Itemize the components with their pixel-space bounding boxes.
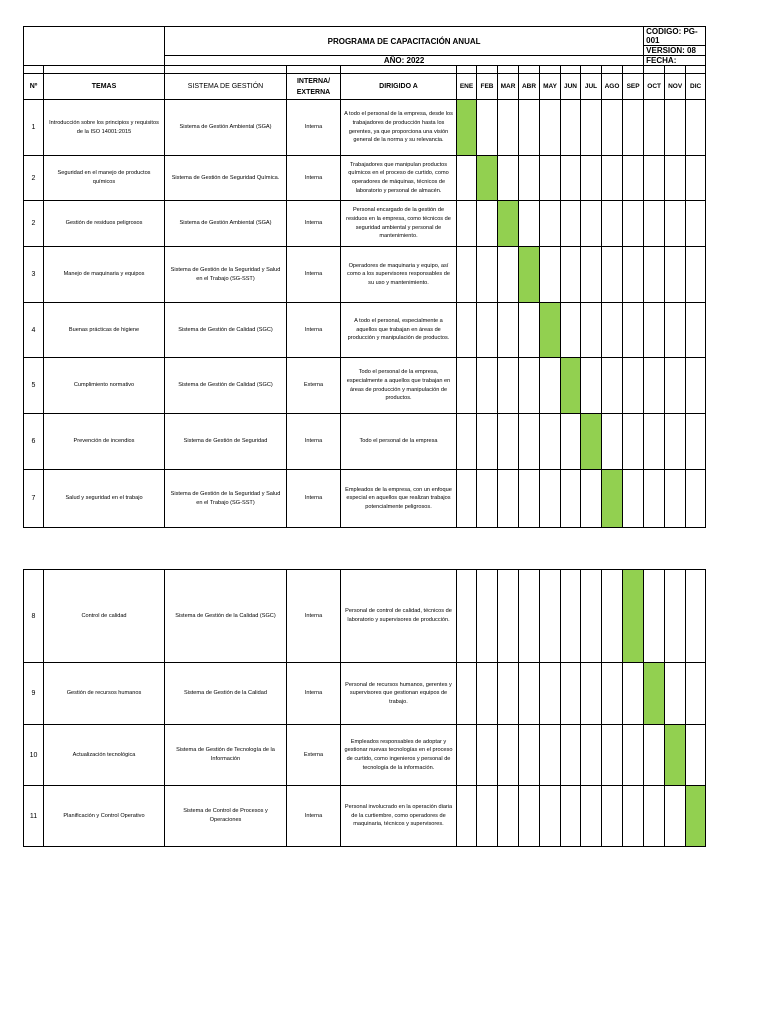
month-cell	[519, 663, 540, 725]
table-row	[24, 156, 706, 201]
document-year: AÑO: 2022	[165, 56, 644, 66]
scheduled-month-cell	[581, 414, 602, 470]
month-cell	[623, 100, 644, 156]
month-cell	[644, 470, 665, 528]
month-cell	[665, 570, 686, 663]
month-cell	[561, 570, 581, 663]
month-cell	[561, 414, 581, 470]
row-tema: Gestión de recursos humanos	[44, 663, 165, 725]
month-cell	[540, 156, 561, 201]
row-tema: Planificación y Control Operativo	[44, 786, 165, 847]
col-header-month: DIC	[686, 74, 706, 100]
month-cell	[602, 663, 623, 725]
scheduled-month-cell	[686, 786, 706, 847]
month-cell	[457, 786, 477, 847]
month-cell	[623, 201, 644, 247]
row-tipo: Interna	[287, 303, 341, 358]
row-dirigido: Trabajadores que manipulan productos químicos en el proceso de curtido, como operadores de máquinas, técnicos de laboratorio y personal de almacén.	[341, 156, 457, 201]
month-cell	[519, 725, 540, 786]
spacer-row	[24, 66, 706, 74]
row-tipo: Externa	[287, 725, 341, 786]
month-cell	[457, 247, 477, 303]
month-cell	[540, 786, 561, 847]
row-dirigido: Personal de control de calidad, técnicos de laboratorio y supervisores de producción.	[341, 570, 457, 663]
row-sistema: Sistema de Gestión Ambiental (SGA)	[165, 100, 287, 156]
document-code: CODIGO: PG-001	[644, 27, 706, 46]
month-cell	[686, 201, 706, 247]
row-number: 6	[24, 414, 44, 470]
month-cell	[457, 725, 477, 786]
month-cell	[457, 156, 477, 201]
month-cell	[477, 201, 498, 247]
table-row	[24, 201, 706, 247]
month-cell	[686, 303, 706, 358]
row-tipo: Interna	[287, 570, 341, 663]
month-cell	[686, 470, 706, 528]
month-cell	[665, 786, 686, 847]
row-tipo: Interna	[287, 663, 341, 725]
month-cell	[623, 663, 644, 725]
row-sistema: Sistema de Gestión de la Seguridad y Salud en el Trabajo (SG-SST)	[165, 247, 287, 303]
month-cell	[581, 786, 602, 847]
month-cell	[561, 470, 581, 528]
month-cell	[540, 663, 561, 725]
col-header-month: FEB	[477, 74, 498, 100]
col-header-month: OCT	[644, 74, 665, 100]
month-cell	[686, 247, 706, 303]
month-cell	[519, 470, 540, 528]
month-cell	[457, 470, 477, 528]
month-cell	[644, 570, 665, 663]
column-header-row	[24, 74, 706, 100]
month-cell	[477, 663, 498, 725]
row-tema: Seguridad en el manejo de productos químicos	[44, 156, 165, 201]
month-cell	[602, 570, 623, 663]
col-header-month: MAY	[540, 74, 561, 100]
month-cell	[540, 358, 561, 414]
month-cell	[665, 247, 686, 303]
month-cell	[477, 247, 498, 303]
month-cell	[477, 358, 498, 414]
month-cell	[498, 786, 519, 847]
row-tipo: Externa	[287, 358, 341, 414]
col-header-month: SEP	[623, 74, 644, 100]
month-cell	[457, 358, 477, 414]
row-number: 4	[24, 303, 44, 358]
month-cell	[519, 303, 540, 358]
month-cell	[644, 358, 665, 414]
row-sistema: Sistema de Gestión de Seguridad	[165, 414, 287, 470]
month-cell	[602, 414, 623, 470]
month-cell	[623, 156, 644, 201]
row-dirigido: Empleados responsables de adoptar y gestionar nuevas tecnologías en el proceso de curtido, como ingenieros y personal de tecnología de la información.	[341, 725, 457, 786]
month-cell	[644, 414, 665, 470]
row-number: 2	[24, 201, 44, 247]
month-cell	[665, 358, 686, 414]
month-cell	[644, 247, 665, 303]
month-cell	[561, 201, 581, 247]
month-cell	[519, 156, 540, 201]
col-header-num: Nº	[24, 74, 44, 100]
month-cell	[581, 100, 602, 156]
month-cell	[665, 303, 686, 358]
month-cell	[498, 100, 519, 156]
month-cell	[519, 201, 540, 247]
table-row	[24, 100, 706, 156]
month-cell	[665, 201, 686, 247]
month-cell	[477, 786, 498, 847]
table-row	[24, 247, 706, 303]
col-header-month: JUN	[561, 74, 581, 100]
table-row	[24, 663, 706, 725]
row-tema: Manejo de maquinaria y equipos	[44, 247, 165, 303]
row-dirigido: Todo el personal de la empresa, especialmente a aquellos que trabajan en áreas de producción y manipulación de productos.	[341, 358, 457, 414]
month-cell	[477, 725, 498, 786]
month-cell	[686, 100, 706, 156]
document-title: PROGRAMA DE CAPACITACIÓN ANUAL	[165, 27, 644, 56]
month-cell	[602, 725, 623, 786]
logo-area	[24, 27, 165, 66]
month-cell	[457, 201, 477, 247]
month-cell	[498, 570, 519, 663]
month-cell	[686, 663, 706, 725]
row-sistema: Sistema de Gestión de la Calidad	[165, 663, 287, 725]
month-cell	[498, 414, 519, 470]
row-tema: Introducción sobre los principios y requisitos de la ISO 14001:2015	[44, 100, 165, 156]
scheduled-month-cell	[519, 247, 540, 303]
month-cell	[477, 470, 498, 528]
month-cell	[686, 725, 706, 786]
col-header-externa: EXTERNA	[296, 88, 331, 96]
month-cell	[581, 470, 602, 528]
month-cell	[602, 247, 623, 303]
table-row	[24, 303, 706, 358]
row-number: 9	[24, 663, 44, 725]
row-sistema: Sistema de Gestión de la Calidad (SGC)	[165, 570, 287, 663]
month-cell	[581, 303, 602, 358]
training-schedule-table-page2	[23, 569, 706, 847]
month-cell	[561, 786, 581, 847]
row-dirigido: Personal de recursos humanos, gerentes y supervisores que gestionan equipos de trabajo.	[341, 663, 457, 725]
month-cell	[498, 358, 519, 414]
month-cell	[665, 156, 686, 201]
row-tipo: Interna	[287, 201, 341, 247]
row-tema: Cumplimiento normativo	[44, 358, 165, 414]
row-tipo: Interna	[287, 786, 341, 847]
month-cell	[644, 786, 665, 847]
month-cell	[602, 786, 623, 847]
month-cell	[498, 470, 519, 528]
month-cell	[519, 414, 540, 470]
scheduled-month-cell	[602, 470, 623, 528]
table-row	[24, 786, 706, 847]
row-dirigido: A todo el personal, especialmente a aquellos que trabajan en áreas de producción y manipulación de productos.	[341, 303, 457, 358]
scheduled-month-cell	[457, 100, 477, 156]
month-cell	[477, 303, 498, 358]
month-cell	[519, 100, 540, 156]
month-cell	[665, 100, 686, 156]
month-cell	[623, 303, 644, 358]
row-dirigido: A todo el personal de la empresa, desde los trabajadores de producción hasta los gerentes, ya que proporciona una visión general de la norma y su relevancia.	[341, 100, 457, 156]
row-number: 1	[24, 100, 44, 156]
month-cell	[540, 570, 561, 663]
scheduled-month-cell	[644, 663, 665, 725]
month-cell	[665, 663, 686, 725]
month-cell	[477, 100, 498, 156]
month-cell	[686, 414, 706, 470]
row-number: 5	[24, 358, 44, 414]
month-cell	[498, 725, 519, 786]
scheduled-month-cell	[623, 570, 644, 663]
row-dirigido: Operadores de maquinaria y equipo, así como a los supervisores responsables de su uso y mantenimiento.	[341, 247, 457, 303]
month-cell	[519, 570, 540, 663]
row-sistema: Sistema de Gestión de la Seguridad y Salud en el Trabajo (SG-SST)	[165, 470, 287, 528]
month-cell	[644, 725, 665, 786]
row-sistema: Sistema de Gestión Ambiental (SGA)	[165, 201, 287, 247]
month-cell	[581, 358, 602, 414]
col-header-month: MAR	[498, 74, 519, 100]
row-tema: Prevención de incendios	[44, 414, 165, 470]
month-cell	[602, 358, 623, 414]
col-header-dirigido: DIRIGIDO A	[341, 74, 457, 100]
scheduled-month-cell	[498, 201, 519, 247]
month-cell	[561, 663, 581, 725]
table-row	[24, 414, 706, 470]
month-cell	[623, 725, 644, 786]
month-cell	[457, 570, 477, 663]
month-cell	[665, 470, 686, 528]
row-dirigido: Personal involucrado en la operación diaria de la curtiembre, como operadores de maquinaria, técnicos y supervisores.	[341, 786, 457, 847]
row-sistema: Sistema de Control de Procesos y Operaciones	[165, 786, 287, 847]
month-cell	[686, 358, 706, 414]
row-tipo: Interna	[287, 414, 341, 470]
col-header-month: NOV	[665, 74, 686, 100]
month-cell	[561, 156, 581, 201]
month-cell	[602, 156, 623, 201]
document-version: VERSION: 08	[644, 46, 706, 56]
month-cell	[540, 725, 561, 786]
month-cell	[540, 201, 561, 247]
scheduled-month-cell	[561, 358, 581, 414]
table-row	[24, 470, 706, 528]
month-cell	[665, 414, 686, 470]
col-header-interna: INTERNA/	[296, 77, 331, 85]
col-header-month: JUL	[581, 74, 602, 100]
month-cell	[519, 358, 540, 414]
month-cell	[457, 303, 477, 358]
row-dirigido: Empleados de la empresa, con un enfoque especial en aquellos que realizan trabajos potencialmente peligrosos.	[341, 470, 457, 528]
month-cell	[561, 247, 581, 303]
row-tipo: Interna	[287, 247, 341, 303]
month-cell	[581, 156, 602, 201]
col-header-temas: TEMAS	[44, 74, 165, 100]
month-cell	[602, 201, 623, 247]
row-number: 7	[24, 470, 44, 528]
month-cell	[477, 570, 498, 663]
scheduled-month-cell	[540, 303, 561, 358]
month-cell	[581, 663, 602, 725]
month-cell	[561, 725, 581, 786]
month-cell	[477, 414, 498, 470]
row-dirigido: Todo el personal de la empresa	[341, 414, 457, 470]
month-cell	[561, 303, 581, 358]
month-cell	[498, 156, 519, 201]
month-cell	[644, 303, 665, 358]
month-cell	[519, 786, 540, 847]
month-cell	[644, 201, 665, 247]
month-cell	[540, 100, 561, 156]
col-header-interna-externa	[287, 74, 341, 100]
col-header-month: ABR	[519, 74, 540, 100]
row-tema: Gestión de residuos peligrosos	[44, 201, 165, 247]
table-row	[24, 570, 706, 663]
month-cell	[602, 303, 623, 358]
col-header-month: AGO	[602, 74, 623, 100]
row-number: 8	[24, 570, 44, 663]
month-cell	[581, 570, 602, 663]
month-cell	[623, 247, 644, 303]
month-cell	[498, 303, 519, 358]
row-tema: Salud y seguridad en el trabajo	[44, 470, 165, 528]
document-date: FECHA:	[644, 56, 706, 66]
month-cell	[602, 100, 623, 156]
row-sistema: Sistema de Gestión de Calidad (SGC)	[165, 358, 287, 414]
month-cell	[623, 786, 644, 847]
month-cell	[581, 725, 602, 786]
month-cell	[644, 100, 665, 156]
row-number: 2	[24, 156, 44, 201]
month-cell	[540, 470, 561, 528]
month-cell	[540, 414, 561, 470]
month-cell	[581, 247, 602, 303]
month-cell	[457, 663, 477, 725]
table-row	[24, 725, 706, 786]
month-cell	[540, 247, 561, 303]
col-header-sistema: SISTEMA DE GESTIÓN	[165, 74, 287, 100]
month-cell	[498, 663, 519, 725]
row-tipo: Interna	[287, 156, 341, 201]
month-cell	[561, 100, 581, 156]
row-sistema: Sistema de Gestión de Calidad (SGC)	[165, 303, 287, 358]
row-tema: Control de calidad	[44, 570, 165, 663]
month-cell	[623, 470, 644, 528]
row-tema: Buenas prácticas de higiene	[44, 303, 165, 358]
month-cell	[623, 358, 644, 414]
row-sistema: Sistema de Gestión de Seguridad Química.	[165, 156, 287, 201]
row-tema: Actualización tecnológica	[44, 725, 165, 786]
row-sistema: Sistema de Gestión de Tecnología de la Información	[165, 725, 287, 786]
training-schedule-table-page1	[23, 26, 706, 528]
row-number: 10	[24, 725, 44, 786]
month-cell	[457, 414, 477, 470]
scheduled-month-cell	[665, 725, 686, 786]
month-cell	[686, 570, 706, 663]
month-cell	[498, 247, 519, 303]
month-cell	[623, 414, 644, 470]
month-cell	[581, 201, 602, 247]
row-number: 3	[24, 247, 44, 303]
row-tipo: Interna	[287, 100, 341, 156]
row-dirigido: Personal encargado de la gestión de residuos en la empresa, como técnicos de seguridad ambiental y personal de mantenimiento.	[341, 201, 457, 247]
month-cell	[686, 156, 706, 201]
row-tipo: Interna	[287, 470, 341, 528]
col-header-month: ENE	[457, 74, 477, 100]
row-number: 11	[24, 786, 44, 847]
month-cell	[644, 156, 665, 201]
table-row	[24, 358, 706, 414]
scheduled-month-cell	[477, 156, 498, 201]
